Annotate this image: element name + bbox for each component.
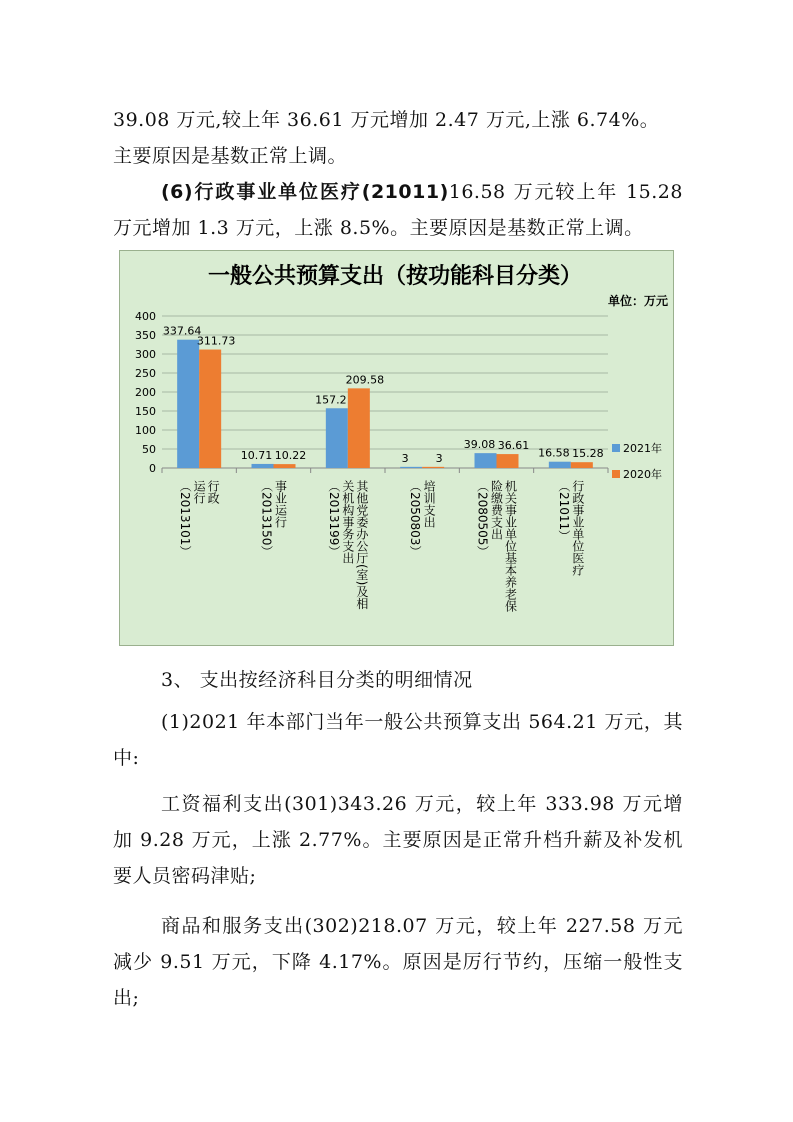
category-label: 事业运行 — [273, 480, 288, 528]
bar — [252, 464, 274, 468]
category-label: （2013150） — [259, 480, 274, 558]
chart-legend — [612, 441, 662, 481]
category-label: 运行 — [192, 480, 207, 504]
category-label: 行政 — [206, 480, 221, 504]
paragraph-total — [113, 704, 683, 776]
data-label: 311.73 — [196, 334, 236, 348]
y-tick-label: 250 — [135, 367, 156, 380]
data-label: 337.64 — [162, 324, 202, 338]
bar — [400, 467, 422, 468]
bar — [348, 388, 370, 468]
category-label: （2013101） — [178, 480, 193, 558]
data-label: 3 — [401, 451, 409, 465]
data-label: 16.58 — [538, 446, 570, 460]
pension-text-line1: 39.08 万元,较上年 36.61 万元增加 2.47 万元,上涨 6.74%。 — [113, 109, 660, 131]
legend-swatch — [612, 470, 620, 478]
legend-swatch — [612, 444, 620, 452]
category-label: 其他党委办公厅(室)及相 — [354, 480, 369, 610]
category-label: 机关事业单位基本养老保 — [503, 480, 518, 612]
bar — [274, 464, 296, 468]
section-3-title: 3、 支出按经济科目分类的明细情况 — [161, 669, 473, 691]
data-label: 157.2 — [315, 393, 347, 407]
y-tick-label: 100 — [135, 424, 156, 437]
bar — [326, 408, 348, 468]
category-label: （21011） — [556, 480, 571, 543]
category-label: （2080505） — [475, 480, 490, 558]
chart-unit: 单位：万元 — [607, 294, 668, 308]
budget-function-chart — [119, 250, 674, 646]
salary-text: 工资福利支出(301)343.26 万元，较上年 333.98 万元增加 9.28 万元，上涨 2.77%。主要原因是正常升档升薪及补发机要人员密码津贴; — [113, 793, 683, 887]
category-label: （2013199） — [326, 480, 341, 558]
bar — [177, 340, 199, 468]
data-label: 39.08 — [463, 438, 496, 452]
data-label: 209.58 — [345, 373, 385, 387]
bar — [475, 453, 497, 468]
medical-text: 16.58 万元较上年 15.28 万元增加 1.3 万元，上涨 8.5%。主要原因是基数正常上调。 — [113, 181, 683, 239]
y-tick-label: 150 — [135, 405, 156, 418]
bar — [571, 462, 593, 468]
category-label: （2050803） — [408, 480, 423, 558]
paragraph-goods-services — [113, 908, 683, 1016]
category-label: 行政事业单位医疗 — [570, 480, 585, 576]
bar — [422, 467, 444, 468]
data-label: 15.28 — [572, 447, 604, 461]
medical-heading: (6)行政事业单位医疗(21011) — [161, 181, 449, 203]
category-label: 培训支出 — [422, 480, 437, 528]
section-heading-economic — [113, 662, 683, 698]
chart-title: 一般公共预算支出（按功能科目分类） — [207, 264, 583, 289]
y-tick-label: 0 — [149, 462, 156, 475]
total-text: (1)2021 年本部门当年一般公共预算支出 564.21 万元，其中: — [113, 711, 683, 769]
bar — [549, 462, 571, 468]
y-tick-label: 300 — [135, 348, 156, 361]
y-tick-label: 350 — [135, 329, 156, 342]
chart-value-labels — [163, 325, 604, 465]
bar — [199, 350, 221, 468]
y-tick-label: 200 — [135, 386, 156, 399]
paragraph-pension-end — [113, 102, 683, 174]
legend-label: 2020年 — [623, 468, 662, 481]
legend-label: 2021年 — [623, 442, 662, 455]
data-label: 10.22 — [274, 449, 307, 463]
pension-text-line2: 主要原因是基数正常上调。 — [113, 145, 348, 167]
paragraph-medical — [113, 174, 683, 246]
data-label: 3 — [435, 451, 443, 465]
chart-svg — [120, 251, 675, 647]
bar — [497, 454, 519, 468]
y-tick-label: 50 — [142, 443, 156, 456]
y-tick-label: 400 — [135, 310, 156, 323]
goods-services-text: 商品和服务支出(302)218.07 万元，较上年 227.58 万元减少 9.51 万元，下降 4.17%。原因是厉行节约，压缩一般性支出; — [113, 915, 683, 1009]
paragraph-salary — [113, 786, 683, 894]
chart-category-labels — [178, 479, 585, 613]
category-label: 险缴费支出 — [489, 480, 504, 540]
data-label: 36.61 — [497, 439, 530, 453]
data-label: 10.71 — [240, 448, 273, 462]
category-label: 关机构事务支出 — [340, 480, 355, 564]
